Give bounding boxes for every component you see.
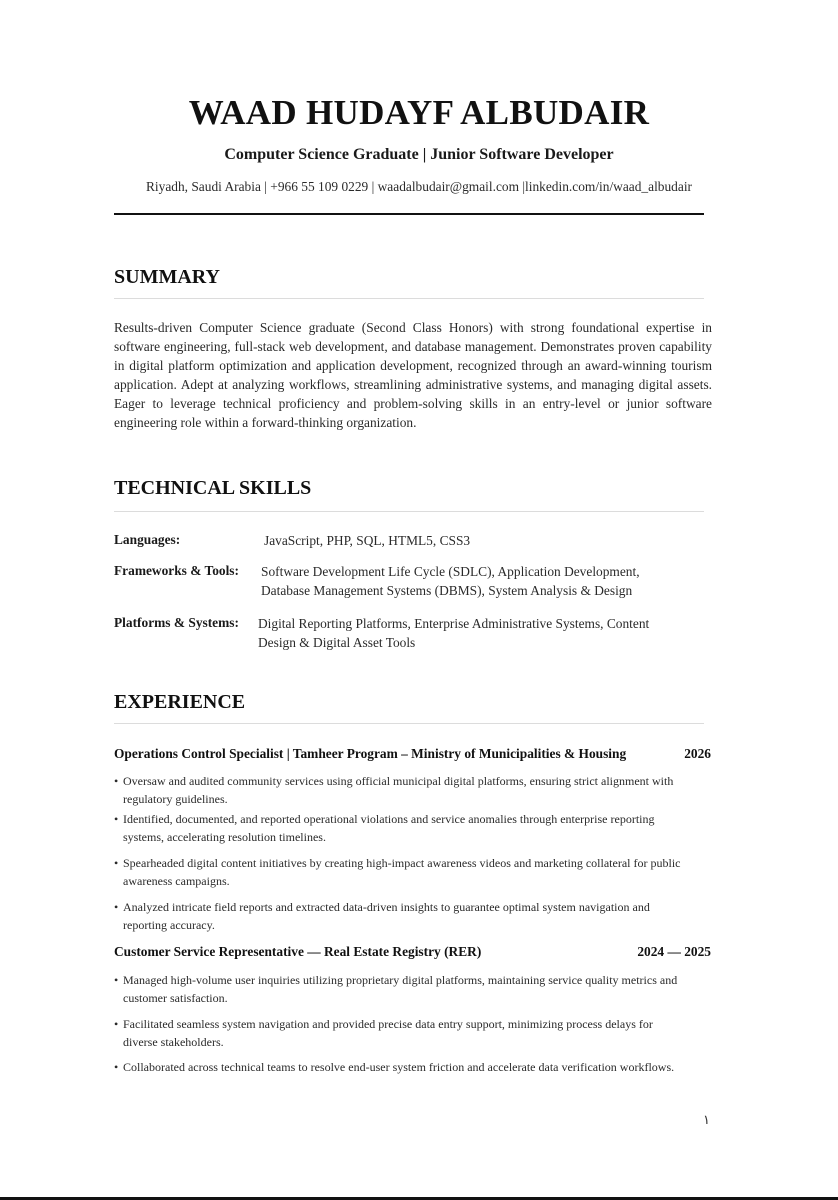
job-dates: 2026: [684, 746, 711, 761]
bullet-text: Oversaw and audited community services using official municipal digital platforms, ensuring strict alignment with regulatory guidelines.: [123, 774, 674, 806]
contact-email: waadalbudair@gmail.com: [377, 179, 519, 194]
header-divider: [114, 213, 704, 215]
skills-heading: TECHNICAL SKILLS: [114, 477, 312, 499]
skills-divider: [114, 511, 704, 512]
summary-text: Results-driven Computer Science graduate (Second Class Honors) with strong foundational expertise in software engineering, full-stack web development, and database management. Demonstrates proven capability in digital platform optimization and application development, recognized through an award-winning tourism application. Adept at analyzing workflows, streamlining administrative systems, and managing digital assets. Eager to leverage technical proficiency and problem-solving skills in an entry-level or junior software engineering role within a forward-thinking organization.: [114, 320, 712, 430]
job-bullet: [114, 972, 683, 1007]
summary-heading: SUMMARY: [114, 266, 220, 288]
skill-value-frameworks: Software Development Life Cycle (SDLC), Application Development, Database Management Systems (DBMS), System Analysis & Design: [261, 564, 640, 598]
bullet-dot: •: [114, 812, 119, 826]
skill-label-frameworks: Frameworks & Tools:: [114, 563, 239, 578]
job-bullet: [114, 899, 683, 934]
job-bullet: [114, 811, 683, 846]
skill-value-languages: JavaScript, PHP, SQL, HTML5, CSS3: [264, 533, 471, 548]
bullet-dot: •: [114, 1017, 119, 1031]
contact-linkedin: linkedin.com/in/waad_albudair: [525, 179, 692, 194]
bullet-text: Analyzed intricate field reports and extracted data-driven insights to guarantee optimal system navigation and reporting accuracy.: [123, 900, 650, 932]
candidate-name: WAAD HUDAYF ALBUDAIR: [188, 93, 650, 132]
job-title: Operations Control Specialist | Tamheer Program – Ministry of Municipalities & Housing: [114, 746, 627, 761]
skill-label-platforms: Platforms & Systems:: [114, 615, 239, 630]
bullet-text: Spearheaded digital content initiatives by creating high-impact awareness videos and marketing collateral for public awareness campaigns.: [123, 856, 681, 888]
contact-location: Riyadh, Saudi Arabia: [145, 179, 261, 194]
experience-divider: [114, 723, 704, 724]
bullet-text: Managed high-volume user inquiries utilizing proprietary digital platforms, maintaining service quality metrics and customer satisfaction.: [123, 973, 678, 1005]
bullet-dot: •: [114, 973, 119, 987]
bullet-text: Facilitated seamless system navigation and provided precise data entry support, minimizing process delays for diverse stakeholders.: [123, 1017, 653, 1049]
skill-label-languages: Languages:: [114, 532, 181, 547]
job-dates: 2024 — 2025: [637, 944, 711, 959]
experience-heading: EXPERIENCE: [114, 691, 246, 713]
job-bullet: [114, 855, 683, 890]
bullet-dot: •: [114, 900, 119, 914]
skill-value-platforms: Digital Reporting Platforms, Enterprise Administrative Systems, Content Design & Digital Asset Tools: [258, 616, 650, 650]
page-number: ١: [703, 1112, 710, 1127]
contact-phone: +966 55 109 0229: [270, 179, 369, 194]
contact-separator: |: [519, 179, 526, 194]
job-title: Customer Service Representative — Real Estate Registry (RER): [114, 944, 482, 959]
job-bullet: [114, 1059, 683, 1077]
job-bullet: [114, 773, 683, 808]
bullet-dot: •: [114, 774, 119, 788]
bullet-dot: •: [114, 1060, 119, 1074]
job-bullet: [114, 1016, 683, 1051]
contact-separator: |: [260, 179, 271, 194]
bullet-text: Collaborated across technical teams to resolve end-user system friction and accelerate data verification workflows.: [123, 1060, 675, 1074]
contact-separator: |: [368, 179, 378, 194]
contact-line: [0, 179, 838, 195]
bullet-dot: •: [114, 856, 119, 870]
candidate-tagline: Computer Science Graduate | Junior Software Developer: [224, 146, 614, 163]
bullet-text: Identified, documented, and reported operational violations and service anomalies through enterprise reporting systems, accelerating resolution timelines.: [123, 812, 655, 844]
summary-divider: [114, 298, 704, 299]
